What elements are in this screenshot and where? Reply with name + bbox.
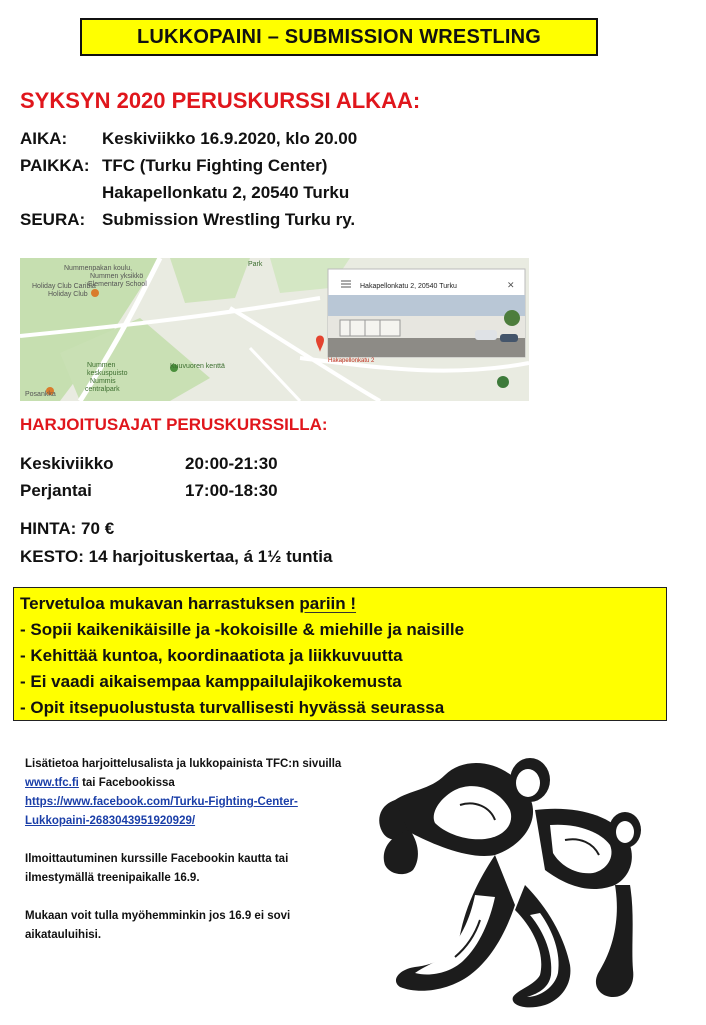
- svg-text:Hakapellonkatu 2, 20540 Turku: Hakapellonkatu 2, 20540 Turku: [360, 283, 457, 290]
- svg-text:Kuuvuoren kenttä: Kuuvuoren kenttä: [170, 363, 225, 370]
- svg-text:Holiday Club Caribia: Holiday Club Caribia: [32, 283, 96, 290]
- duration: KESTO: 14 harjoituskertaa, á 1½ tuntia: [20, 547, 333, 566]
- price: HINTA: 70 €: [20, 519, 115, 538]
- tfc-site-link[interactable]: www.tfc.fi: [25, 777, 79, 789]
- info-row-aika: [20, 125, 357, 152]
- course-info: [20, 125, 357, 233]
- late-join-line: aikatauluihisi.: [25, 929, 102, 941]
- svg-text:Holiday Club: Holiday Club: [48, 291, 88, 298]
- svg-text:Nummen: Nummen: [87, 362, 116, 369]
- price-block: [20, 515, 332, 571]
- page-title: LUKKOPAINI – SUBMISSION WRESTLING: [136, 25, 542, 48]
- late-join-line: Mukaan voit tulla myöhemminkin jos 16.9 ei sovi: [25, 910, 291, 922]
- aika-value: Keskiviikko 16.9.2020, klo 20.00: [102, 128, 358, 148]
- more-info-line: www.tfc.fi tai Facebookissa: [25, 777, 175, 789]
- svg-text:Park: Park: [248, 261, 263, 268]
- schedule-row: [20, 450, 278, 477]
- svg-text:Elementary School: Elementary School: [88, 281, 147, 288]
- svg-text:centralpark: centralpark: [85, 386, 120, 393]
- schedule-day: Perjantai: [20, 480, 92, 500]
- paikka-label: PAIKKA:: [20, 155, 90, 175]
- info-row-seura: [20, 206, 357, 233]
- svg-text:keskuspuisto: keskuspuisto: [87, 370, 128, 377]
- registration-line: ilmestymällä treenipaikalle 16.9.: [25, 872, 200, 884]
- svg-text:Hakapellonkatu 2: Hakapellonkatu 2: [328, 358, 375, 364]
- holiday-club-icon: [91, 289, 99, 297]
- more-info-line: Lisätietoa harjoittelusalista ja lukkopainista TFC:n sivuilla: [25, 758, 342, 770]
- location-map[interactable]: [20, 258, 529, 401]
- paikka-value-1: TFC (Turku Fighting Center): [102, 155, 328, 175]
- highlight-item: - Sopii kaikenikäisille ja -kokoisille & miehille ja naisille: [20, 620, 465, 639]
- registration-line: Ilmoittautuminen kurssille Facebookin kautta tai: [25, 853, 289, 865]
- intro-link: pariin !: [299, 594, 357, 613]
- aika-label: AIKA:: [20, 128, 68, 148]
- highlight-item: - Ei vaadi aikaisempaa kamppailulajikokemusta: [20, 672, 402, 691]
- highlights-intro: Tervetuloa mukavan harrastuksen pariin !: [20, 594, 357, 613]
- paikka-value-2: Hakapellonkatu 2, 20540 Turku: [102, 182, 350, 202]
- svg-text:✕: ✕: [507, 280, 515, 290]
- schedule-time: 20:00-21:30: [185, 453, 278, 473]
- wrestlers-illustration: [375, 735, 675, 1020]
- course-headline: SYKSYN 2020 PERUSKURSSI ALKAA:: [20, 88, 421, 113]
- facebook-link[interactable]: https://www.facebook.com/Turku-Fighting-Center- Lukkopaini-2683043951920929/: [25, 796, 298, 827]
- svg-text:Nummis: Nummis: [90, 378, 116, 385]
- svg-text:Posankka: Posankka: [25, 391, 56, 398]
- schedule-day: Keskiviikko: [20, 453, 114, 473]
- schedule-row: [20, 477, 278, 504]
- highlight-item: - Kehittää kuntoa, koordinaatiota ja liikkuvuutta: [20, 646, 403, 665]
- highlights-box: [13, 587, 667, 721]
- schedule-time: 17:00-18:30: [185, 480, 278, 500]
- schedule-heading: HARJOITUSAJAT PERUSKURSSILLA:: [20, 415, 328, 434]
- highlight-item: - Opit itsepuolustusta turvallisesti hyvässä seurassa: [20, 698, 445, 717]
- map-info-card: [328, 269, 525, 357]
- map-graphic: [20, 258, 529, 401]
- more-info: [25, 755, 370, 945]
- seura-label: SEURA:: [20, 209, 86, 229]
- svg-text:Nummenpakan koulu,: Nummenpakan koulu,: [64, 265, 133, 272]
- seura-value: Submission Wrestling Turku ry.: [102, 209, 356, 229]
- info-row-address: [20, 179, 357, 206]
- info-row-paikka: [20, 152, 357, 179]
- schedule: [20, 450, 278, 504]
- svg-text:Nummen yksikkö: Nummen yksikkö: [90, 273, 144, 280]
- title-banner: [80, 18, 598, 56]
